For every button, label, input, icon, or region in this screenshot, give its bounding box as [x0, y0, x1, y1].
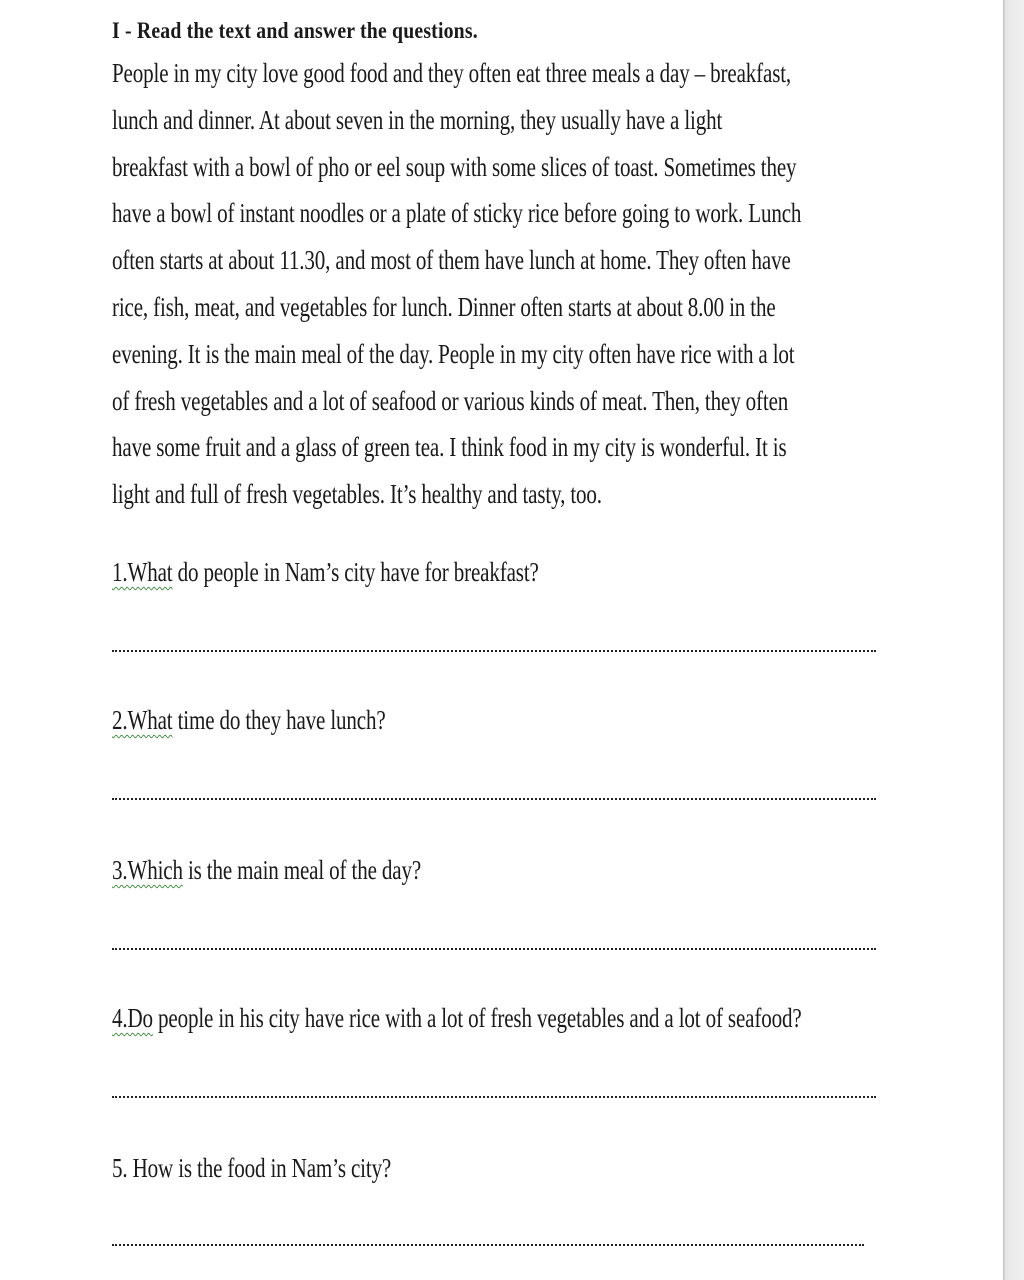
- question-3: [112, 852, 728, 888]
- reading-section: [112, 18, 902, 518]
- passage-line: have some fruit and a glass of green tea. I think food in my city is wonderful. It is: [112, 432, 787, 463]
- answer-line-1[interactable]: [112, 650, 876, 652]
- window-edge: [1003, 0, 1024, 1280]
- passage-line: evening. It is the main meal of the day. People in my city often have rice with a lot: [112, 338, 795, 369]
- passage-line: rice, fish, meat, and vegetables for lunch. Dinner often starts at about 8.00 in the: [112, 291, 776, 322]
- passage-line: have a bowl of instant noodles or a plate of sticky rice before going to work. Lunch: [112, 198, 802, 229]
- question-text: people in his city have rice with a lot of fresh vegetables and a lot of seafood?: [152, 1003, 802, 1033]
- passage-line: of fresh vegetables and a lot of seafood or various kinds of meat. Then, they often: [112, 385, 789, 416]
- answer-line-4[interactable]: [112, 1096, 876, 1098]
- question-4: [112, 1000, 802, 1036]
- question-block-1: [112, 554, 902, 590]
- answer-line-3[interactable]: [112, 948, 876, 950]
- answer-line-5[interactable]: [112, 1244, 864, 1246]
- question-2: [112, 702, 728, 738]
- passage-line: light and full of fresh vegetables. It’s healthy and tasty, too.: [112, 479, 602, 510]
- question-block-2: [112, 702, 902, 738]
- question-text: is the main meal of the day?: [182, 855, 422, 885]
- passage-line: lunch and dinner. At about seven in the morning, they usually have a light: [112, 104, 723, 135]
- question-text: do people in Nam’s city have for breakfast?: [172, 557, 539, 587]
- question-number: 4.Do: [112, 1003, 153, 1033]
- question-block-3: [112, 852, 902, 888]
- question-block-5: [112, 1150, 902, 1186]
- question-number: 3.Which: [112, 855, 183, 885]
- question-block-4: [112, 1000, 902, 1036]
- passage-line: People in my city love good food and they often eat three meals a day – breakfast,: [112, 58, 792, 88]
- answer-line-2[interactable]: [112, 798, 876, 800]
- question-5: [112, 1150, 728, 1186]
- question-1: [112, 554, 728, 590]
- question-number: 1.What: [112, 557, 173, 587]
- question-text: How is the food in Nam’s city?: [127, 1153, 392, 1183]
- passage-line: often starts at about 11.30, and most of them have lunch at home. They often have: [112, 245, 791, 276]
- passage-line: breakfast with a bowl of pho or eel soup with some slices of toast. Sometimes they: [112, 151, 797, 182]
- question-number: 5.: [112, 1153, 128, 1183]
- question-text: time do they have lunch?: [172, 705, 386, 735]
- section-heading: I - Read the text and answer the questions.: [112, 18, 478, 43]
- reading-passage: [112, 50, 902, 518]
- question-number: 2.What: [112, 705, 173, 735]
